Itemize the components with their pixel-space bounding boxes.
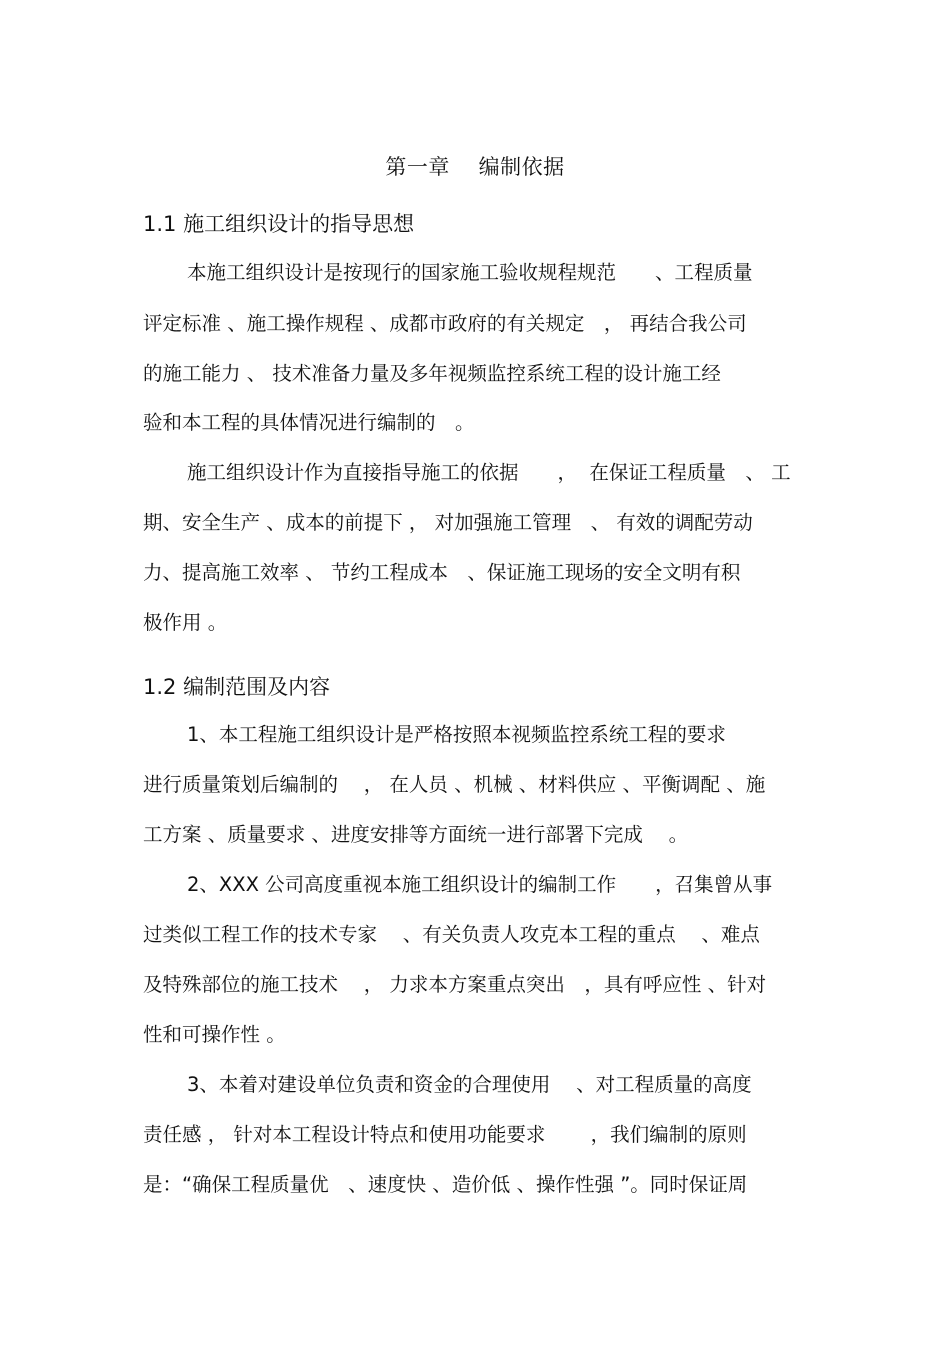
paragraph-line: 验和本工程的具体情况进行编制的 。 <box>143 411 475 434</box>
paragraph-line: 是：“确保工程质量优 、速度快 、造价低 、操作性强 ”。同时保证周 <box>143 1173 748 1196</box>
paragraph-line: 工方案 、质量要求 、进度安排等方面统一进行部署下完成 。 <box>143 823 689 846</box>
paragraph-line: 评定标准 、施工操作规程 、成都市政府的有关规定 ， 再结合我公司 <box>143 312 747 335</box>
paragraph-line: 力、提高施工效率 、 节约工程成本 、保证施工现场的安全文明有积 <box>143 561 741 584</box>
paragraph-line: 及特殊部位的施工技术 ， 力求本方案重点突出 ，具有呼应性 、针对 <box>143 973 767 996</box>
paragraph-line: 性和可操作性 。 <box>143 1023 286 1046</box>
paragraph-line: 进行质量策划后编制的 ， 在人员 、机械 、材料供应 、平衡调配 、施 <box>143 773 766 796</box>
paragraph-line: 极作用 。 <box>143 611 228 634</box>
paragraph-line: 过类似工程工作的技术专家 、有关负责人攻克本工程的重点 、难点 <box>143 923 760 946</box>
paragraph-line: 1、本工程施工组织设计是严格按照本视频监控系统工程的要求 <box>187 723 726 746</box>
section-heading-1-1: 1.1 施工组织设计的指导思想 <box>143 212 415 236</box>
paragraph-line: 责任感 ， 针对本工程设计特点和使用功能要求 ，我们编制的原则 <box>143 1123 747 1146</box>
paragraph-line: 施工组织设计作为直接指导施工的依据 ， 在保证工程质量 、 工 <box>187 461 791 484</box>
paragraph-line: 的施工能力 、 技术准备力量及多年视频监控系统工程的设计施工经 <box>143 362 721 385</box>
paragraph-line: 本施工组织设计是按现行的国家施工验收规程规范 、工程质量 <box>187 261 753 284</box>
section-heading-1-2: 1.2 编制范围及内容 <box>143 675 331 699</box>
paragraph-line: 3、本着对建设单位负责和资金的合理使用 、对工程质量的高度 <box>187 1073 752 1096</box>
chapter-title: 第一章 编制依据 <box>385 155 565 179</box>
paragraph-line: 2、XXX 公司高度重视本施工组织设计的编制工作 ，召集曾从事 <box>187 873 773 896</box>
paragraph-line: 期、安全生产 、成本的前提下 ， 对加强施工管理 、 有效的调配劳动 <box>143 511 753 534</box>
